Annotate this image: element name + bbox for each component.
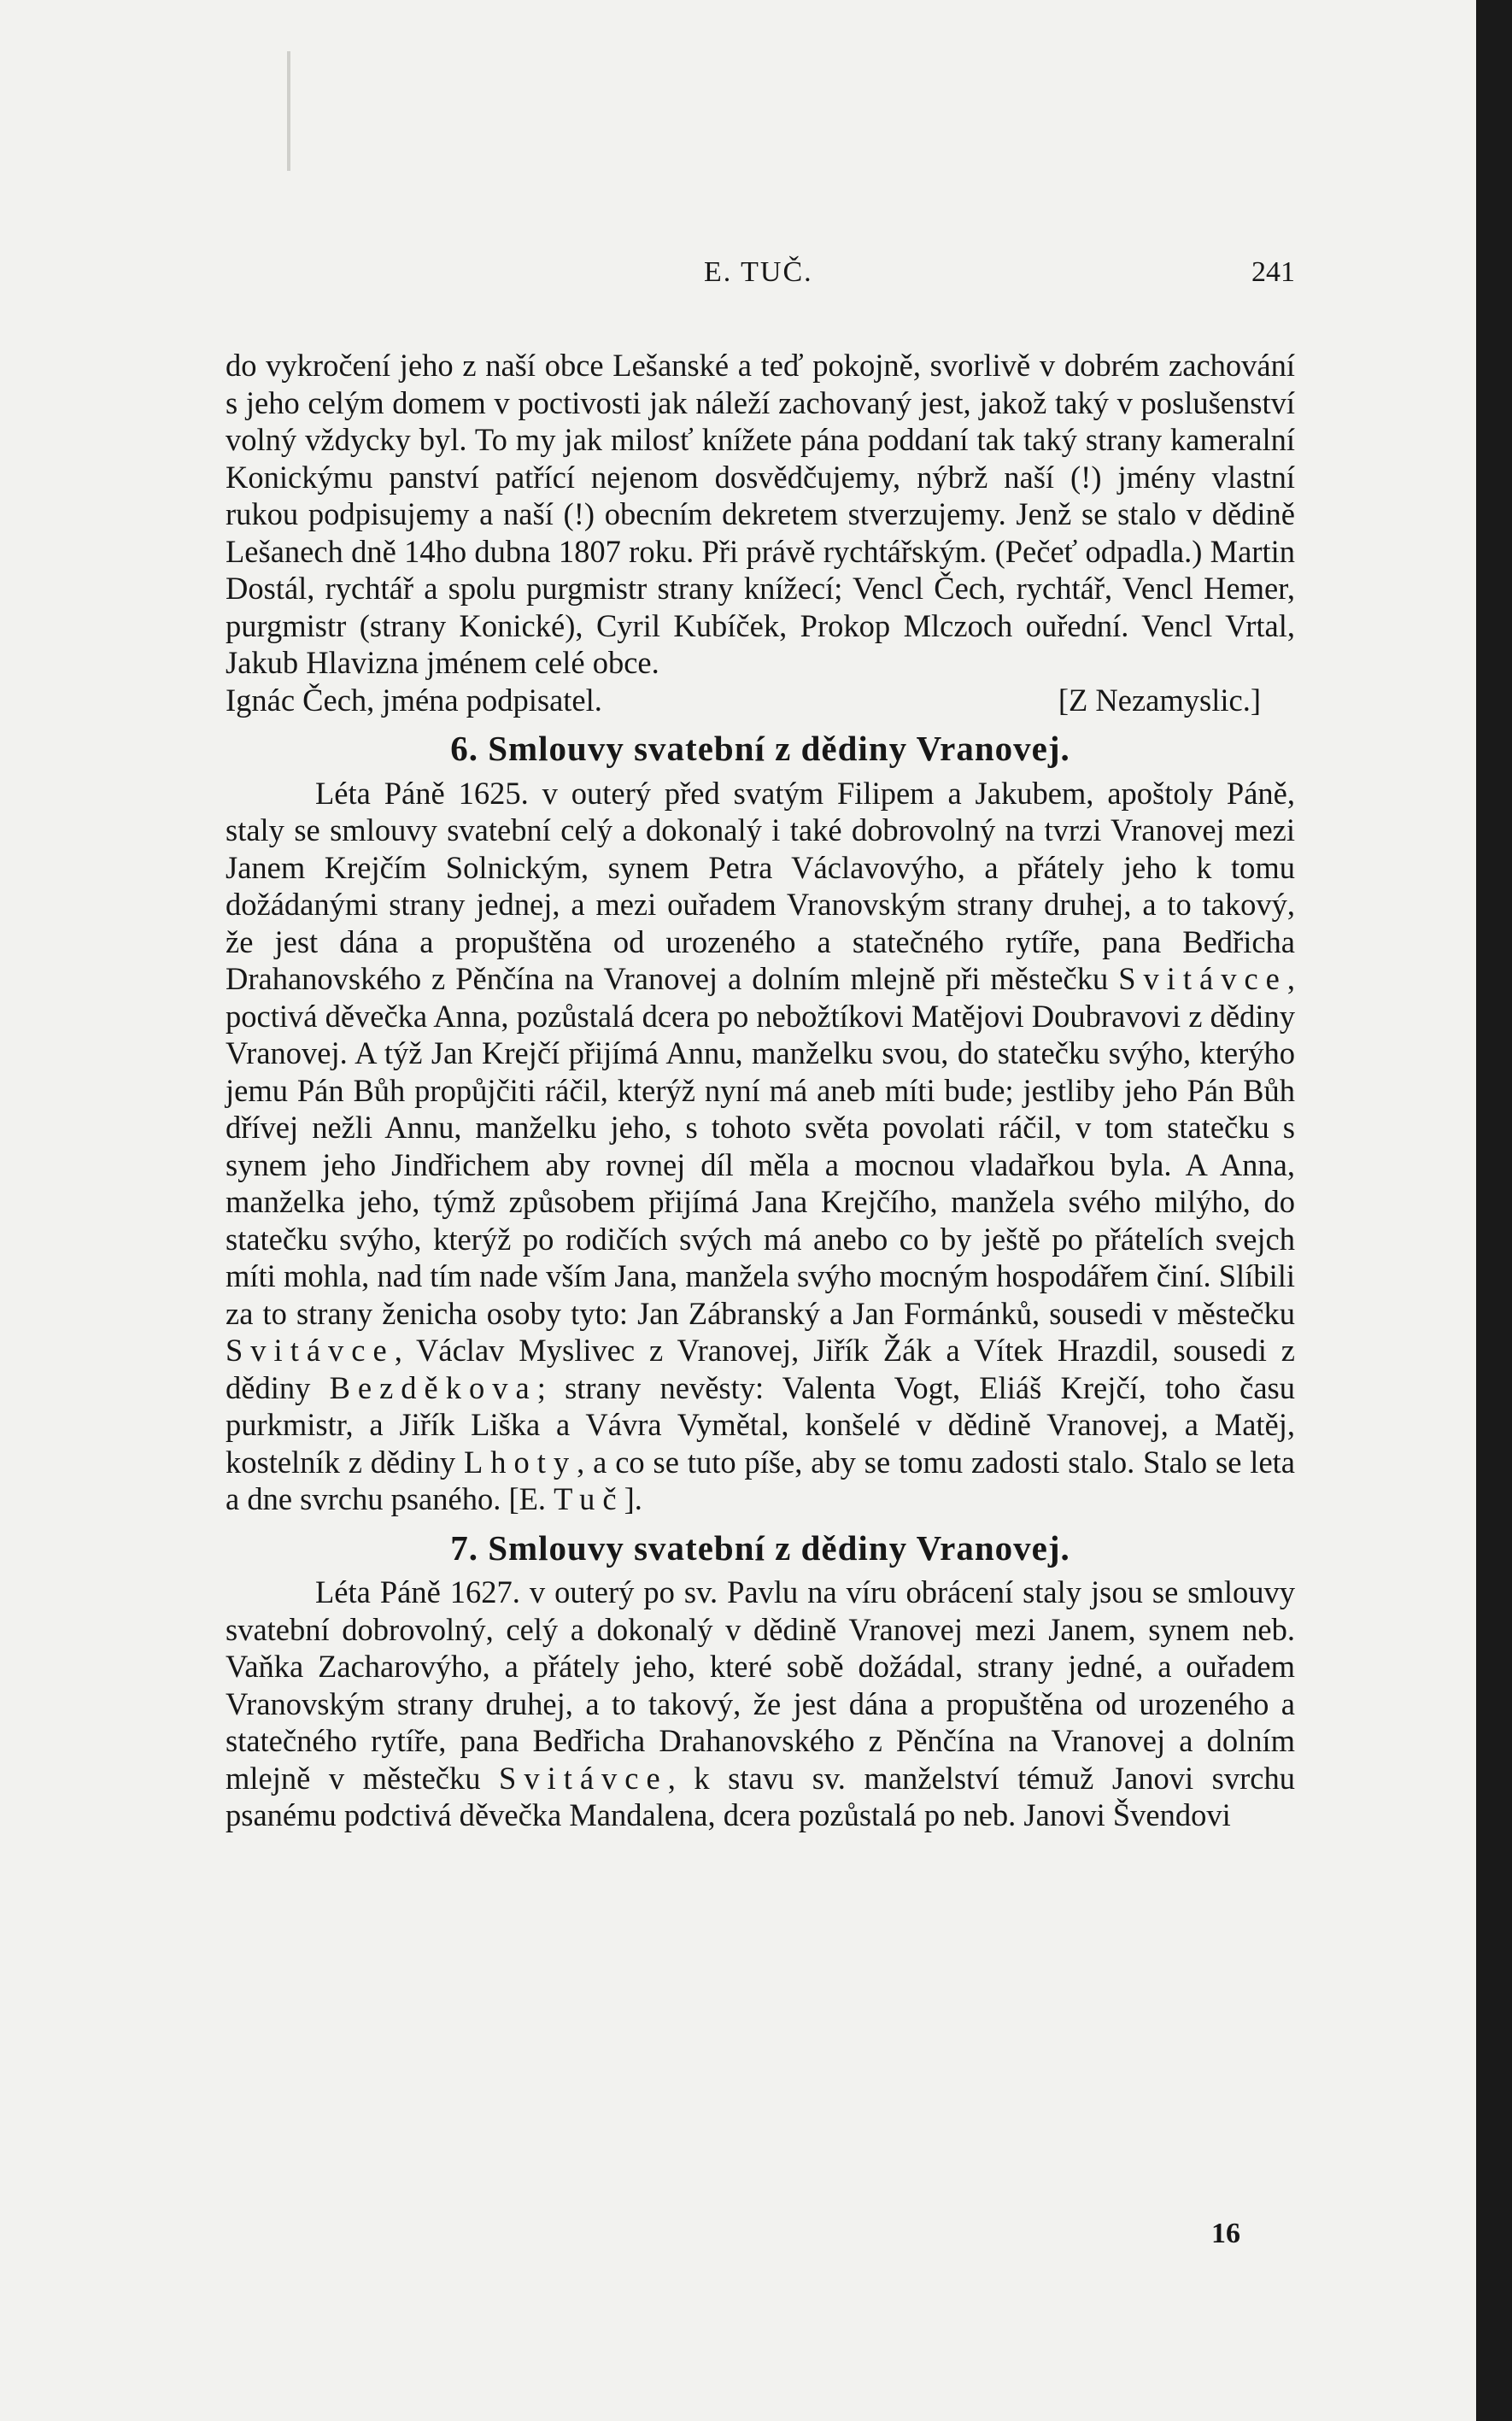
page-header: [226, 256, 1295, 299]
spaced-author-name: Tuč: [554, 1481, 624, 1516]
text-run: Léta Páně 1627. v outerý po sv. Pavlu na víru obrácení staly jsou se smlouvy svatební dobrovolný, celý a dokonalý v dědině Vranovej mezi Janem, synem neb. Vaňka Zacharovýho, a přátely jeho, které sobě dožádal, strany jedné, a ouřadem Vranovským strany druhej, a to takový, že jest dána a propuštěna od urozeného a statečného rytíře, pana Bedřicha Drahanovského z Pěnčína na Vranovej a dolním mlejně v městečku: [226, 1574, 1295, 1796]
paragraph-contract-1625: [226, 775, 1295, 1518]
section-heading-6: 6. Smlouvy svatební z dědiny Vranovej.: [450, 729, 1070, 768]
text-run: , Václav Myslivec z Vranovej, Jiřík Žák a Vítek Hrazdil, sousedi z dědiny: [226, 1333, 1295, 1405]
body-text: [226, 347, 1295, 1834]
text-run: , poctivá děvečka Anna, pozůstalá dcera po nebožtíkovi Matějovi Doubravovi z dědiny Vranovej. A týž Jan Krejčí přijímá Annu, manželku svou, do statečku svýho, kterýho jemu Pán Bůh propůjčiti ráčil, kterýž nyní má aneb míti bude; jestliby jeho Pán Bůh dřívej nežli Annu, manželku jeho, s tohoto světa povolati ráčil, v tom statečku s synem jeho Jindřichem aby rovnej díl měla a mocnou vladařkou byla. A Anna, manželka jeho, týmž způsobem přijímá Jana Krejčího, manžela svého milýho, do statečku svýho, kterýž po rodičích svých má anebo co by ještě po přátelích svejch míti mohla, nad tím nade vším Jana, manžela svýho mocným hospodářem činí. Slíbili za to strany ženicha osoby tyto: Jan Zábranský a Jan Formánků, sousedi v městečku: [226, 961, 1295, 1331]
section-heading-7: 7. Smlouvy svatební z dědiny Vranovej.: [450, 1527, 1070, 1568]
binding-mark: [287, 51, 290, 171]
spaced-place-name: Lhoty: [463, 1444, 577, 1480]
paragraph-text: do vykročení jeho z naší obce Lešanské a teď pokojně, svorlivě v dobrém zachování s jeho celým domem v poctivosti jak náleží zachovaný jest, jakož taký v poslušenství volný vždycky byl. To my jak milosť knížete pána poddaní tak taký strany kameralní Konickýmu panství patřící nejenom dosvědčujemy, nýbrž naší (!) jmény vlastní rukou podpisujemy a naší (!) obecním dekretem stverzujemy. Jenž se stalo v dědině Lešanech dně 14ho dubna 1807 roku. Při právě rychtářským. (Pečeť odpadla.) Martin Dostál, rychtář a spolu purgmistr strany knížecí; Vencl Čech, rychtář, Vencl Hemer, purgmistr (strany Konické), Cyril Kubíček, Prokop Mlczoch ouřední. Vencl Vrtal, Jakub Hlavizna jménem celé obce.: [226, 348, 1295, 680]
text-run: , a co se tuto píše, aby se tomu zadosti stalo. Stalo se leta a dne svrchu psaného. [E.: [226, 1444, 1295, 1516]
text-run: , k stavu sv. manželství témuž Janovi svrchu psanému podctivá děvečka Mandalena, dcera pozůstalá po neb. Janovi Švendovi: [226, 1760, 1295, 1832]
signatory: Ignác Čech, jména podpisatel.: [226, 682, 602, 718]
page-number: 241: [1251, 256, 1295, 288]
text-run: ; strany nevěsty: Valenta Vogt, Eliáš Krejčí, toho času purkmistr, a Jiřík Liška a Vávra Vymětal, konšelé v dědině Vranovej, a Matěj, kostelník z dědiny: [226, 1369, 1296, 1480]
paragraph-continuation: [226, 347, 1295, 682]
text-run: Léta Páně 1625. v outerý před svatým Filipem a Jakubem, apoštoly Páně, staly se smlouvy svatební celý a dokonalý i také dobrovolný na tvrzi Vranovej mezi Janem Krejčím Solnickým, synem Petra Václavovýho, a přátely jeho k tomu dožádanými strany jednej, a mezi ouřadem Vranovským strany druhej, a to takový, že jest dána a propuštěna od urozeného a statečného rytíře, pana Bedřicha Drahanovského z Pěnčína na Vranovej a dolním mlejně při městečku: [226, 775, 1295, 996]
spaced-place-name: Svitávce: [499, 1760, 668, 1796]
printer-signature: 16: [1211, 2218, 1240, 2249]
spaced-place-name: Svitávce: [226, 1333, 395, 1368]
spaced-place-name: Bezděkova: [329, 1369, 537, 1405]
signature-line: [226, 682, 1295, 719]
text-run: ].: [624, 1481, 642, 1516]
spaced-place-name: Svitávce: [1118, 961, 1287, 996]
running-head: E. TUČ.: [704, 256, 813, 288]
paragraph-contract-1627: [226, 1574, 1295, 1834]
source-note: [Z Nezamyslic.]: [1058, 682, 1261, 718]
